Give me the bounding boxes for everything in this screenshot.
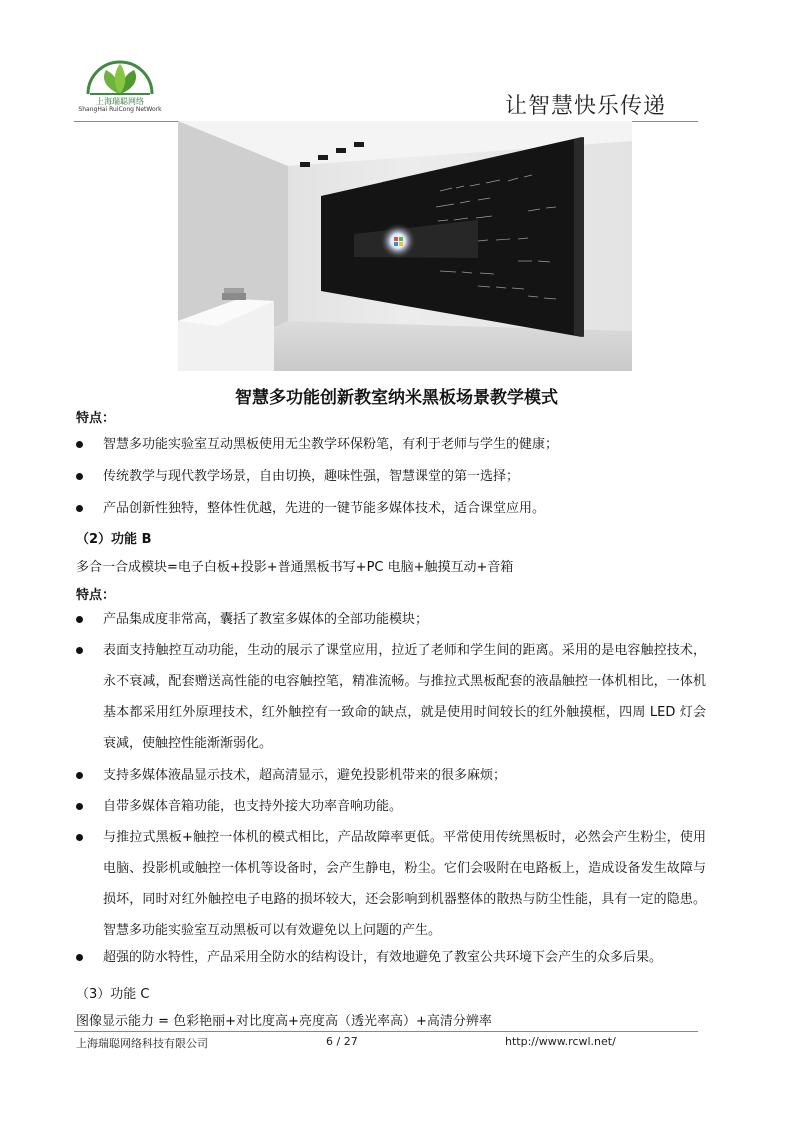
bullet-icon bbox=[76, 954, 83, 961]
list-item: 与推拉式黑板+触控一体机的模式相比，产品故障率更低。平常使用传统黑板时，必然会产生粉尘，使用电脑、投影机或触控一体机等设备时，会产生静电，粉尘。它们会吸附在电路板上，造成设备发生故障与损坏，同时对红外触控电子电路的损坏较大，还会影响到机器整体的散热与防尘性能，具有一定的隐患。智慧多功能实验室互动黑板可以有效避免以上问题的产生。 bbox=[76, 822, 706, 946]
bullet-icon bbox=[76, 616, 83, 623]
list-item: 支持多媒体液晶显示技术，超高清显示，避免投影机带来的很多麻烦； bbox=[76, 760, 706, 791]
list-item: 智慧多功能实验室互动黑板使用无尘教学环保粉笔，有利于老师与学生的健康； bbox=[76, 429, 706, 460]
figure-caption: 智慧多功能创新教室纳米黑板场景教学模式 bbox=[235, 388, 558, 408]
bullet-icon bbox=[76, 473, 83, 480]
logo-english-name: ShangHai RuiCong NetWork bbox=[78, 106, 162, 113]
bullet-icon bbox=[76, 441, 83, 448]
list-item: 产品创新性独特，整体性优越，先进的一键节能多媒体技术，适合课堂应用。 bbox=[76, 493, 706, 524]
bullet-icon bbox=[76, 834, 83, 841]
section-heading: （3）功能 C bbox=[76, 987, 150, 1002]
features-label: 特点： bbox=[76, 588, 116, 603]
section-description: 图像显示能力 = 色彩艳丽+对比度高+亮度高（透光率高）+高清分辨率 bbox=[76, 1014, 492, 1029]
footer-divider bbox=[74, 1031, 698, 1032]
list-item: 超强的防水特性，产品采用全防水的结构设计，有效地避免了教室公共环境下会产生的众多后果。 bbox=[76, 942, 706, 973]
list-item: 传统教学与现代教学场景，自由切换，趣味性强，智慧课堂的第一选择； bbox=[76, 461, 706, 492]
bullet-icon bbox=[76, 505, 83, 512]
header-slogan: 让智慧快乐传递 bbox=[504, 94, 666, 119]
classroom-blackboard-photo bbox=[178, 121, 632, 371]
leaf-logo-icon bbox=[70, 60, 170, 100]
bullet-icon bbox=[76, 803, 83, 810]
features-label: 特点： bbox=[76, 411, 116, 426]
list-item: 自带多媒体音箱功能，也支持外接大功率音响功能。 bbox=[76, 791, 706, 822]
list-item: 表面支持触控互动功能，生动的展示了课堂应用，拉近了老师和学生间的距离。采用的是电容触控技术，永不衰减，配套赠送高性能的电容触控笔，精准流畅。与推拉式黑板配套的液晶触控一体机相比，一体机基本都采用红外原理技术，红外触控有一致命的缺点，就是使用时间较长的红外触摸框，四周 LED 灯会衰减，使触控性能渐渐弱化。 bbox=[76, 635, 706, 759]
list-item: 产品集成度非常高，囊括了教室多媒体的全部功能模块； bbox=[76, 604, 706, 635]
page-number: 6 / 27 bbox=[326, 1035, 358, 1048]
bullet-icon bbox=[76, 772, 83, 779]
section-description: 多合一合成模块=电子白板+投影+普通黑板书写+PC 电脑+触摸互动+音箱 bbox=[76, 560, 514, 575]
footer-company: 上海瑞聪网络科技有限公司 bbox=[76, 1037, 208, 1050]
footer-url[interactable]: http://www.rcwl.net/ bbox=[505, 1035, 616, 1048]
logo-chinese-name: 上海瑞聪网络 bbox=[96, 97, 144, 106]
company-logo bbox=[70, 60, 170, 120]
bullet-icon bbox=[76, 647, 83, 654]
section-heading: （2）功能 B bbox=[76, 532, 152, 547]
